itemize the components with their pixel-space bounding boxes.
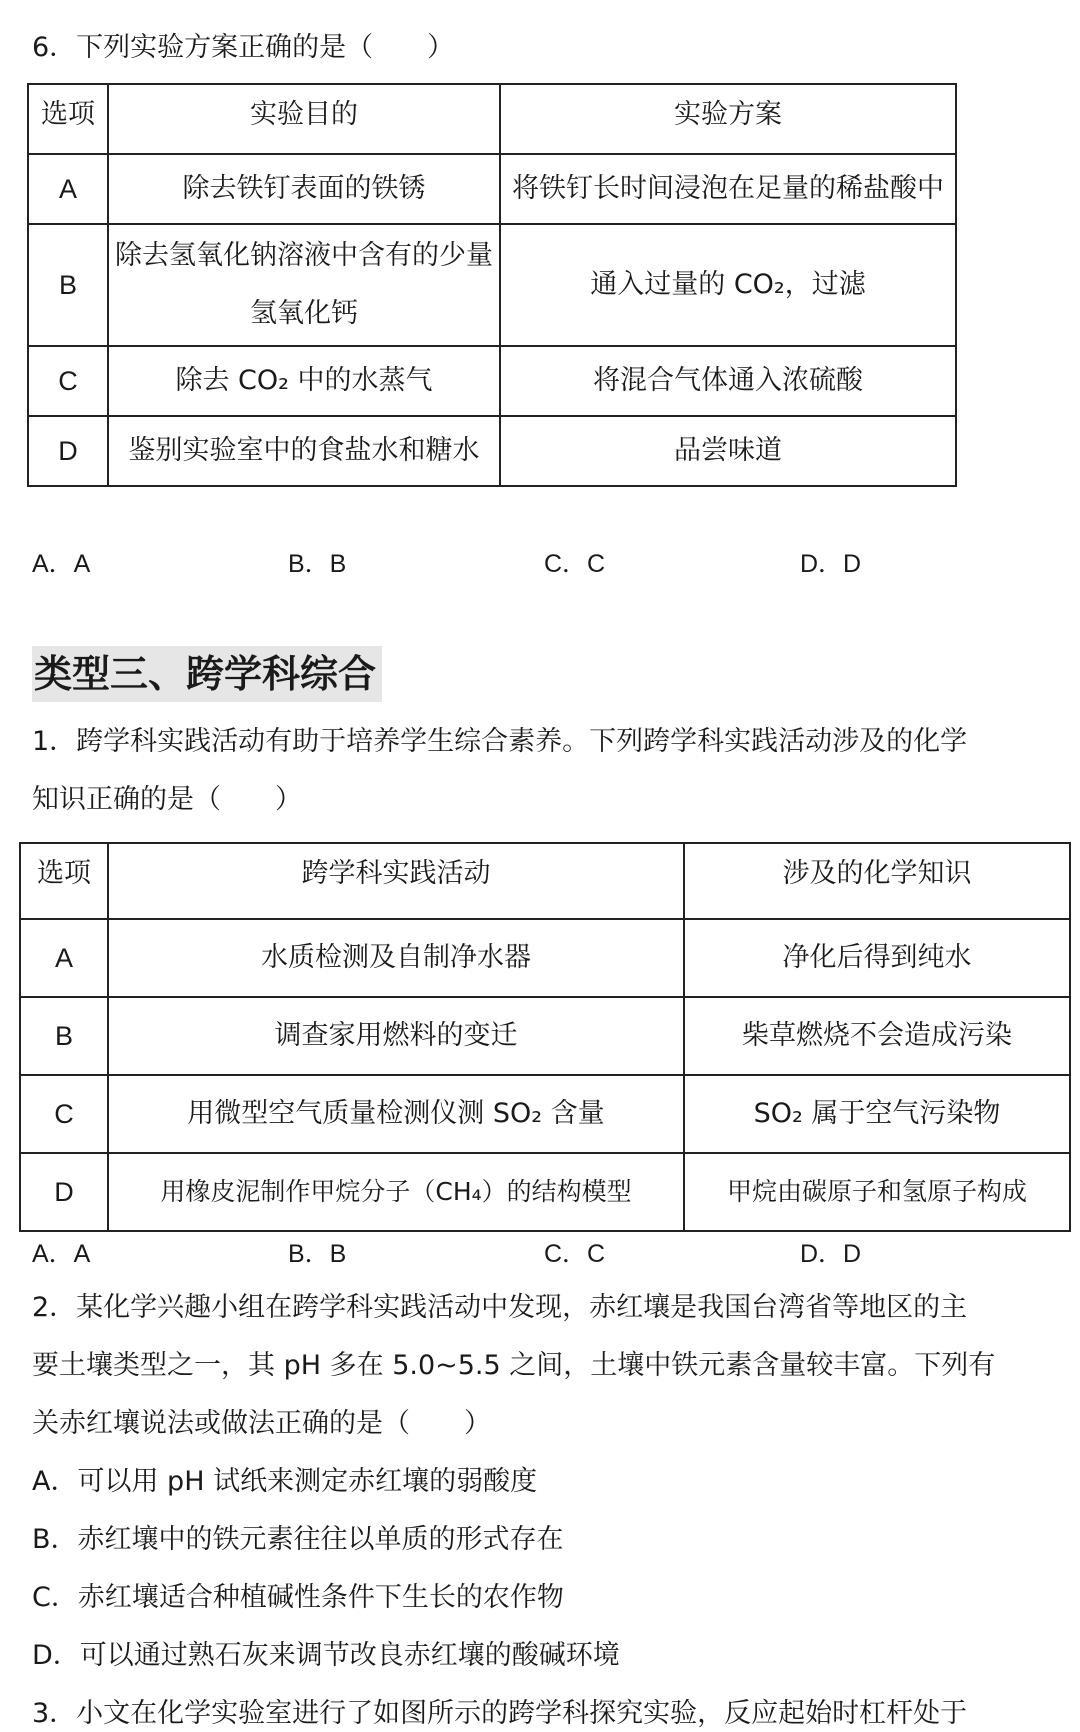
- table-row: [20, 1153, 1070, 1231]
- q6-header-plan: 实验方案: [500, 84, 956, 154]
- q6-table-header-row: [28, 84, 956, 154]
- q6-row-c-goal: 除去 CO₂ 中的水蒸气: [108, 346, 500, 416]
- q6-row-a-goal: 除去铁钉表面的铁锈: [108, 154, 500, 224]
- table-row: [28, 346, 956, 416]
- q6-answer-c[interactable]: C．C: [544, 550, 606, 578]
- q1-stem-line1: 1．跨学科实践活动有助于培养学生综合素养。下列跨学科实践活动涉及的化学: [32, 726, 968, 757]
- q6-row-d-option: D: [28, 416, 108, 486]
- q1-row-d-option: D: [20, 1153, 108, 1231]
- q6-answer-b[interactable]: B．B: [288, 550, 347, 578]
- q1-header-option: 选项: [20, 843, 108, 919]
- q2-option-b[interactable]: B．赤红壤中的铁元素往往以单质的形式存在: [32, 1524, 564, 1555]
- table-row: [28, 154, 956, 224]
- q2-stem-line2: 要土壤类型之一，其 pH 多在 5.0~5.5 之间，土壤中铁元素含量较丰富。下列有: [32, 1350, 996, 1381]
- section-title: 类型三、跨学科综合: [32, 646, 382, 702]
- q2-stem-line3: 关赤红壤说法或做法正确的是（ ）: [32, 1408, 491, 1439]
- table-row: [28, 416, 956, 486]
- table-row: [20, 919, 1070, 997]
- q6-row-a-plan: 将铁钉长时间浸泡在足量的稀盐酸中: [500, 154, 956, 224]
- q1-row-b-option: B: [20, 997, 108, 1075]
- q6-table: [27, 83, 957, 487]
- q6-row-b-goal: 除去氢氧化钠溶液中含有的少量氢氧化钙: [108, 224, 500, 346]
- q1-stem-line2: 知识正确的是（ ）: [32, 784, 302, 815]
- q1-row-a-knowledge: 净化后得到纯水: [684, 919, 1070, 997]
- q1-table: [19, 842, 1071, 1232]
- q1-header-activity: 跨学科实践活动: [108, 843, 684, 919]
- table-row: [28, 224, 956, 346]
- q1-header-knowledge: 涉及的化学知识: [684, 843, 1070, 919]
- q1-row-b-knowledge: 柴草燃烧不会造成污染: [684, 997, 1070, 1075]
- q6-stem: 6．下列实验方案正确的是（ ）: [32, 32, 455, 63]
- q1-row-b-activity: 调查家用燃料的变迁: [108, 997, 684, 1075]
- q6-row-d-plan: 品尝味道: [500, 416, 956, 486]
- q1-answer-a[interactable]: A．A: [32, 1240, 91, 1268]
- q6-answer-options: [32, 544, 932, 578]
- q2-option-d[interactable]: D．可以通过熟石灰来调节改良赤红壤的酸碱环境: [32, 1640, 620, 1671]
- q1-answer-d[interactable]: D．D: [800, 1240, 862, 1268]
- q1-row-a-option: A: [20, 919, 108, 997]
- q6-row-a-option: A: [28, 154, 108, 224]
- q6-row-d-goal: 鉴别实验室中的食盐水和糖水: [108, 416, 500, 486]
- q1-row-d-activity: 用橡皮泥制作甲烷分子（CH₄）的结构模型: [108, 1153, 684, 1231]
- q1-table-header-row: [20, 843, 1070, 919]
- q6-header-option: 选项: [28, 84, 108, 154]
- q6-header-goal: 实验目的: [108, 84, 500, 154]
- q1-row-d-knowledge: 甲烷由碳原子和氢原子构成: [684, 1153, 1070, 1231]
- q2-option-a[interactable]: A．可以用 pH 试纸来测定赤红壤的弱酸度: [32, 1466, 538, 1497]
- q6-row-b-plan: 通入过量的 CO₂，过滤: [500, 224, 956, 346]
- q1-answer-c[interactable]: C．C: [544, 1240, 606, 1268]
- q6-answer-d[interactable]: D．D: [800, 550, 862, 578]
- q1-answer-b[interactable]: B．B: [288, 1240, 347, 1268]
- q6-row-c-plan: 将混合气体通入浓硫酸: [500, 346, 956, 416]
- q6-answer-a[interactable]: A．A: [32, 550, 91, 578]
- q1-row-c-option: C: [20, 1075, 108, 1153]
- q1-row-a-activity: 水质检测及自制净水器: [108, 919, 684, 997]
- q6-row-c-option: C: [28, 346, 108, 416]
- q1-row-c-activity: 用微型空气质量检测仪测 SO₂ 含量: [108, 1075, 684, 1153]
- q6-row-b-option: B: [28, 224, 108, 346]
- table-row: [20, 997, 1070, 1075]
- q1-answer-options: [32, 1234, 932, 1268]
- q1-row-c-knowledge: SO₂ 属于空气污染物: [684, 1075, 1070, 1153]
- q2-option-c[interactable]: C．赤红壤适合种植碱性条件下生长的农作物: [32, 1582, 564, 1613]
- q3-stem-line1: 3．小文在化学实验室进行了如图所示的跨学科探究实验，反应起始时杠杆处于: [32, 1698, 968, 1729]
- table-row: [20, 1075, 1070, 1153]
- q2-stem-line1: 2．某化学兴趣小组在跨学科实践活动中发现，赤红壤是我国台湾省等地区的主: [32, 1292, 968, 1323]
